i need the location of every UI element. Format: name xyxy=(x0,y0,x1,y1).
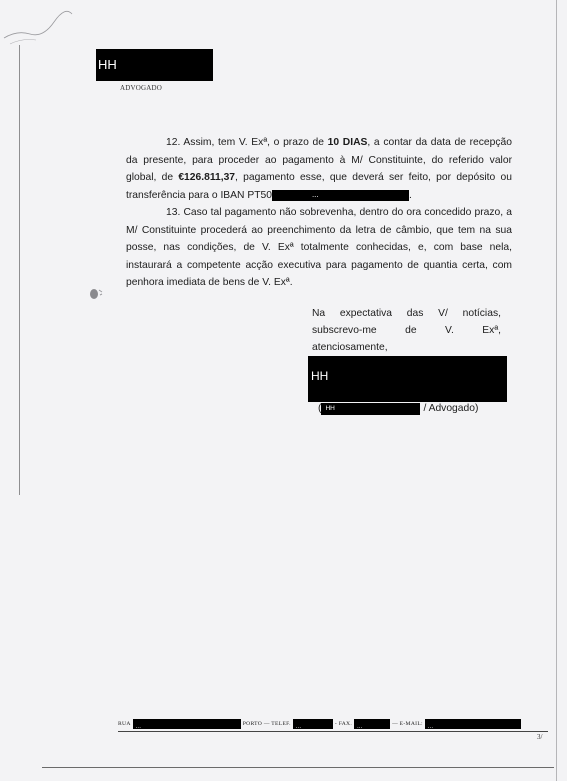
p12-text-1: 12. Assim, tem V. Exª, o prazo de xyxy=(166,137,328,148)
footer-rule xyxy=(118,731,548,732)
lawyer-name-redaction: HH xyxy=(96,49,213,81)
closing-line-3: atenciosamente, xyxy=(312,342,388,353)
page-number: 3/ xyxy=(537,733,543,741)
footer-fax-label: - FAX. xyxy=(334,721,353,727)
footer-street-redaction: ... xyxy=(133,719,241,729)
footer-fax-redaction: ... xyxy=(354,719,390,729)
closing-line-2: subscrevo-me de V. Exª, xyxy=(312,325,501,336)
p12-end: . xyxy=(408,189,412,201)
signature-caption: ( HH / Advogado) xyxy=(318,403,479,414)
footer-phone-redaction: ... xyxy=(293,719,333,729)
paragraph-13: 13. Caso tal pagamento não sobrevenha, dentro do ora concedido prazo, a M/ Constituinte procederá ao preenchimento da letra de câmbio, que tem na sua posse, nas condições, de V. Exª totalmente conhecidas, e, com base nela, instaurará a competente acção executiva para pagamento de quantia certa, com penhora imediata de bens de V. Exª. xyxy=(126,207,512,289)
letterhead-title: ADVOGADO xyxy=(120,84,163,92)
closing-line-1: Na expectativa das V/ notícias, xyxy=(312,308,501,319)
left-edge-line xyxy=(19,45,20,495)
p12-text-2: , a contar da data de recepção da presente, para proceder ao pagamento à M/ Constituinte, do referido valor global, de xyxy=(126,137,512,184)
signature-redaction: HH xyxy=(308,356,507,402)
footer-rua-label: RUA xyxy=(118,721,131,727)
bottom-edge-line xyxy=(42,767,554,768)
paragraph-12 xyxy=(126,134,512,204)
ink-smudge xyxy=(88,286,104,300)
footer-porto-label: PORTO — TELEF. xyxy=(242,721,291,727)
signer-name-redaction: HH xyxy=(321,403,420,415)
footer-address xyxy=(118,719,544,729)
iban-redaction: ... xyxy=(272,190,409,201)
p12-text-3: , pagamento esse, que deverá ser feito, por depósito ou transferência para o IBAN PT50 xyxy=(126,172,512,201)
amount-bold: €126.811,37 xyxy=(178,172,236,184)
right-edge-line xyxy=(556,0,557,781)
footer-email-label: — E-MAIL: xyxy=(392,721,423,727)
closing-block xyxy=(312,305,501,356)
footer-email-redaction: ... xyxy=(425,719,521,729)
deadline-bold: 10 DIAS xyxy=(327,137,368,148)
scan-corner-marks xyxy=(2,8,82,48)
